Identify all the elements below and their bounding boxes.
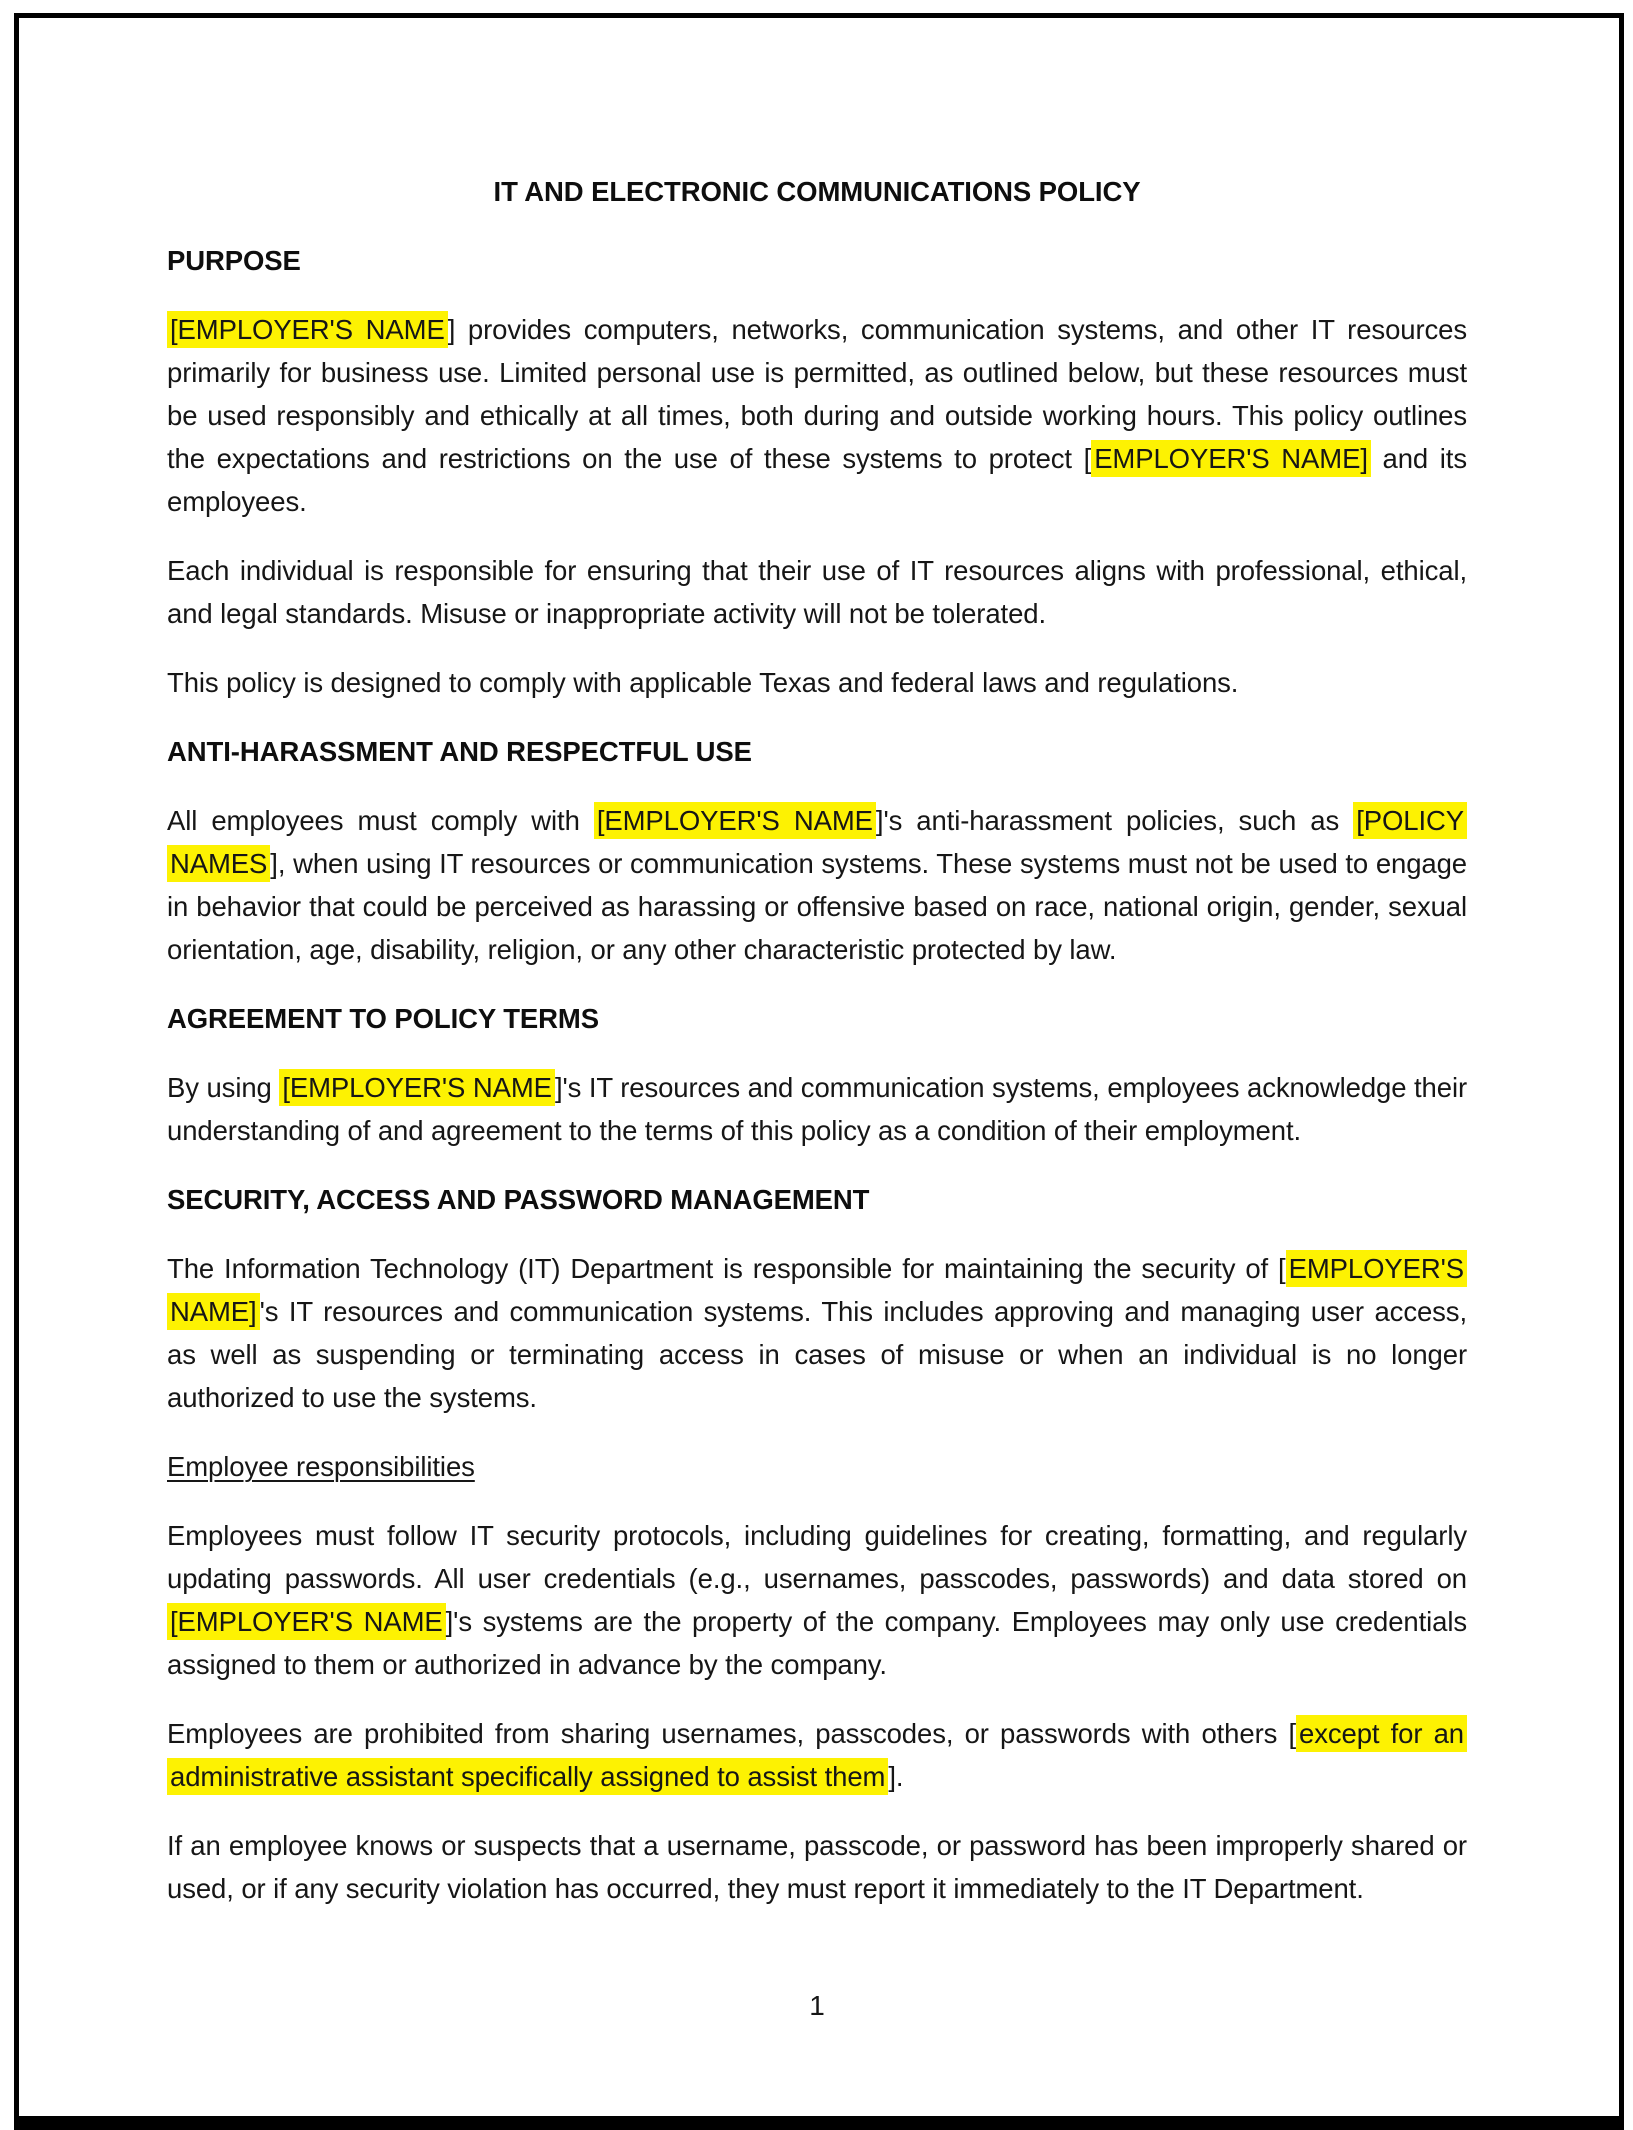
highlighted-placeholder: [POLICY NAMES	[167, 802, 1467, 882]
highlighted-placeholder: EMPLOYER'S NAME]	[167, 1250, 1467, 1330]
text-run: If an employee knows or suspects that a username, passcode, or password has been improperly shared or used, or if any security violation has occurred, they must report it immediately to the IT Department.	[167, 1830, 1467, 1904]
text-run: All employees must comply with	[167, 805, 594, 836]
paragraph	[167, 308, 1467, 523]
text-run: and its employees.	[167, 443, 1468, 517]
highlighted-placeholder: except for an administrative assistant specifically assigned to assist them	[167, 1715, 1467, 1795]
text-run: The Information Technology (IT) Department is responsible for maintaining the security of [	[167, 1253, 1286, 1284]
text-run: ]'s IT resources and communication systems, employees acknowledge their understanding of and agreement to the terms of this policy as a condition of their employment.	[167, 1072, 1468, 1146]
paragraph	[167, 1712, 1467, 1798]
paragraph	[167, 1824, 1467, 1910]
document-body	[167, 239, 1467, 1910]
paragraph	[167, 549, 1467, 635]
text-run: Each individual is responsible for ensuring that their use of IT resources aligns with professional, ethical, and legal standards. Misuse or inappropriate activity will not be tolerated.	[167, 555, 1467, 629]
paragraph	[167, 661, 1467, 704]
highlighted-placeholder: [EMPLOYER'S NAME	[167, 311, 448, 348]
page-number: 1	[809, 1990, 825, 2021]
text-run: ].	[888, 1761, 904, 1792]
text-run: ] provides computers, networks, communication systems, and other IT resources primarily for business use. Limited personal use is permitted, as outlined below, but these resources must be used responsibly and ethically at all times, both during and outside working hours. This policy outlines the expectations and restrictions on the use of these systems to protect [	[167, 314, 1468, 474]
highlighted-placeholder: EMPLOYER'S NAME]	[1091, 440, 1371, 477]
text-run: ]'s systems are the property of the company. Employees may only use credentials assigned to them or authorized in advance by the company.	[167, 1606, 1467, 1680]
paragraph	[167, 1514, 1467, 1686]
text-run: ], when using IT resources or communication systems. These systems must not be used to engage in behavior that could be perceived as harassing or offensive based on race, national origin, gender, sexual orientation, age, disability, religion, or any other characteristic protected by law.	[167, 848, 1467, 965]
text-run: ]'s anti-harassment policies, such as	[875, 805, 1354, 836]
sub-heading: Employee responsibilities	[167, 1451, 475, 1482]
section-heading: AGREEMENT TO POLICY TERMS	[167, 1003, 599, 1034]
section-heading: ANTI-HARASSMENT AND RESPECTFUL USE	[167, 736, 752, 767]
text-run: This policy is designed to comply with applicable Texas and federal laws and regulations.	[167, 667, 1239, 698]
paragraph	[167, 1247, 1467, 1419]
paragraph	[167, 799, 1467, 971]
document-title: IT AND ELECTRONIC COMMUNICATIONS POLICY	[493, 176, 1141, 207]
text-run: 's IT resources and communication systems. This includes approving and managing user access, as well as suspending or terminating access in cases of misuse or when an individual is no longer authorized to use the systems.	[167, 1296, 1467, 1413]
text-run: By using	[167, 1072, 280, 1103]
text-run: Employees are prohibited from sharing usernames, passcodes, or passwords with others [	[167, 1718, 1297, 1749]
paragraph	[167, 1066, 1467, 1152]
highlighted-placeholder: [EMPLOYER'S NAME	[279, 1069, 555, 1106]
highlighted-placeholder: [EMPLOYER'S NAME	[594, 802, 876, 839]
section-heading: PURPOSE	[167, 245, 301, 276]
document-content	[167, 170, 1467, 1936]
section-heading: SECURITY, ACCESS AND PASSWORD MANAGEMENT	[167, 1184, 870, 1215]
highlighted-placeholder: [EMPLOYER'S NAME	[167, 1603, 446, 1640]
text-run: Employees must follow IT security protocols, including guidelines for creating, formatting, and regularly updating passwords. All user credentials (e.g., usernames, passcodes, passwords) and data stored on	[167, 1520, 1467, 1594]
